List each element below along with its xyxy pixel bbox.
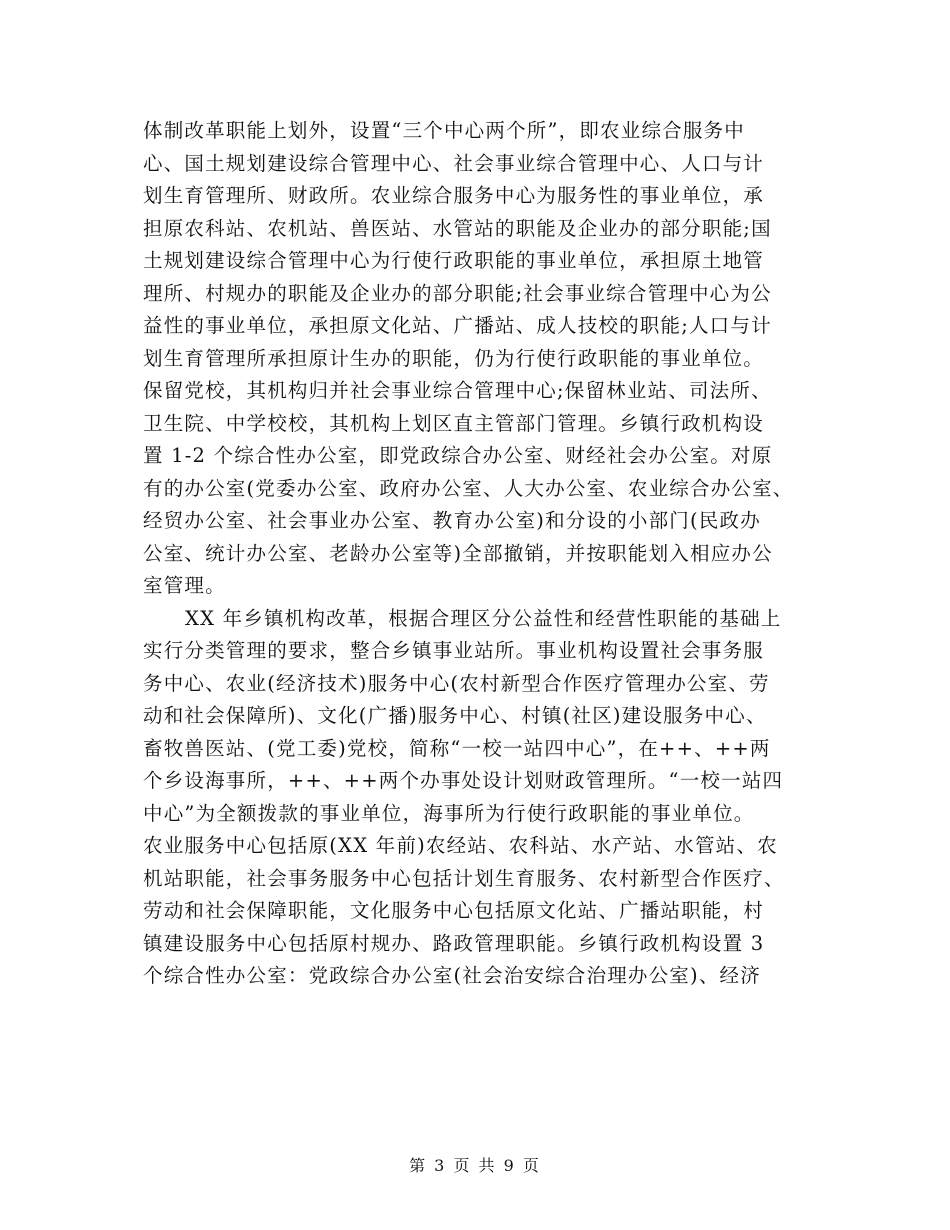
text-line: 机站职能，社会事务服务中心包括计划生育服务、农村新型合作医疗、: [143, 866, 785, 890]
text-line: 卫生院、中学校校，其机构上划区直主管部门管理。乡镇行政机构设: [143, 411, 765, 435]
text-line: 理所、村规办的职能及企业办的部分职能;社会事业综合管理中心为公: [143, 281, 772, 305]
text-line: 畜牧兽医站、(党工委)党校，简称“一校一站四中心”，在++、++两: [143, 736, 771, 760]
text-line: 公室、统计办公室、老龄办公室等)全部撤销，并按职能划入相应办公: [143, 541, 773, 565]
text-line: 农业服务中心包括原(XX 年前)农经站、农科站、水产站、水管站、农: [143, 834, 778, 857]
text-line: 中心”为全额拨款的事业单位，海事所为行使行政职能的事业单位。: [143, 801, 755, 825]
text-line: 经贸办公室、社会事业办公室、教育办公室)和分设的小部门(民政办: [143, 509, 761, 532]
text-line: 个综合性办公室：党政综合办公室(社会治安综合治理办公室)、经济: [143, 964, 761, 987]
text-line: 务中心、农业(经济技术)服务中心(农村新型合作医疗管理办公室、劳: [143, 671, 770, 695]
text-line: 室管理。: [143, 574, 226, 597]
text-line: 土规划建设综合管理中心为行使行政职能的事业单位，承担原土地管: [143, 249, 765, 272]
text-line: 益性的事业单位，承担原文化站、广播站、成人技校的职能;人口与计: [143, 314, 772, 337]
text-line: 担原农科站、农机站、兽医站、水管站的职能及企业办的部分职能;国: [143, 216, 772, 240]
text-line: 动和社会保障所)、文化(广播)服务中心、村镇(社区)建设服务中心、: [143, 704, 767, 727]
text-line: 体制改革职能上划外，设置“三个中心两个所”，即农业综合服务中: [143, 119, 745, 142]
page-footer: 第 3 页 共 9 页: [409, 1156, 541, 1175]
text-line: 划生育管理所、财政所。农业综合服务中心为服务性的事业单位，承: [143, 184, 765, 207]
text-line: 个乡设海事所，++、++两个办事处设计划财政管理所。“一校一站四: [143, 769, 784, 792]
text-line: 心、国土规划建设综合管理中心、社会事业综合管理中心、人口与计: [143, 151, 765, 175]
text-line: 劳动和社会保障职能，文化服务中心包括原文化站、广播站职能，村: [143, 899, 765, 922]
text-line: 实行分类管理的要求，整合乡镇事业站所。事业机构设置社会事务服: [143, 639, 765, 662]
text-line: XX 年乡镇机构改革，根据合理区分公益性和经营性职能的基础上: [185, 606, 782, 630]
text-line: 置 1-2 个综合性办公室，即党政综合办公室、财经社会办公室。对原: [143, 444, 773, 467]
text-line: 保留党校，其机构归并社会事业综合管理中心;保留林业站、司法所、: [143, 379, 772, 402]
text-line: 划生育管理所承担原计生办的职能，仍为行使行政职能的事业单位。: [143, 346, 765, 370]
text-line: 镇建设服务中心包括原村规办、路政管理职能。乡镇行政机构设置 3: [143, 931, 765, 955]
text-line: 有的办公室(党委办公室、政府办公室、人大办公室、农业综合办公室、: [143, 476, 794, 500]
